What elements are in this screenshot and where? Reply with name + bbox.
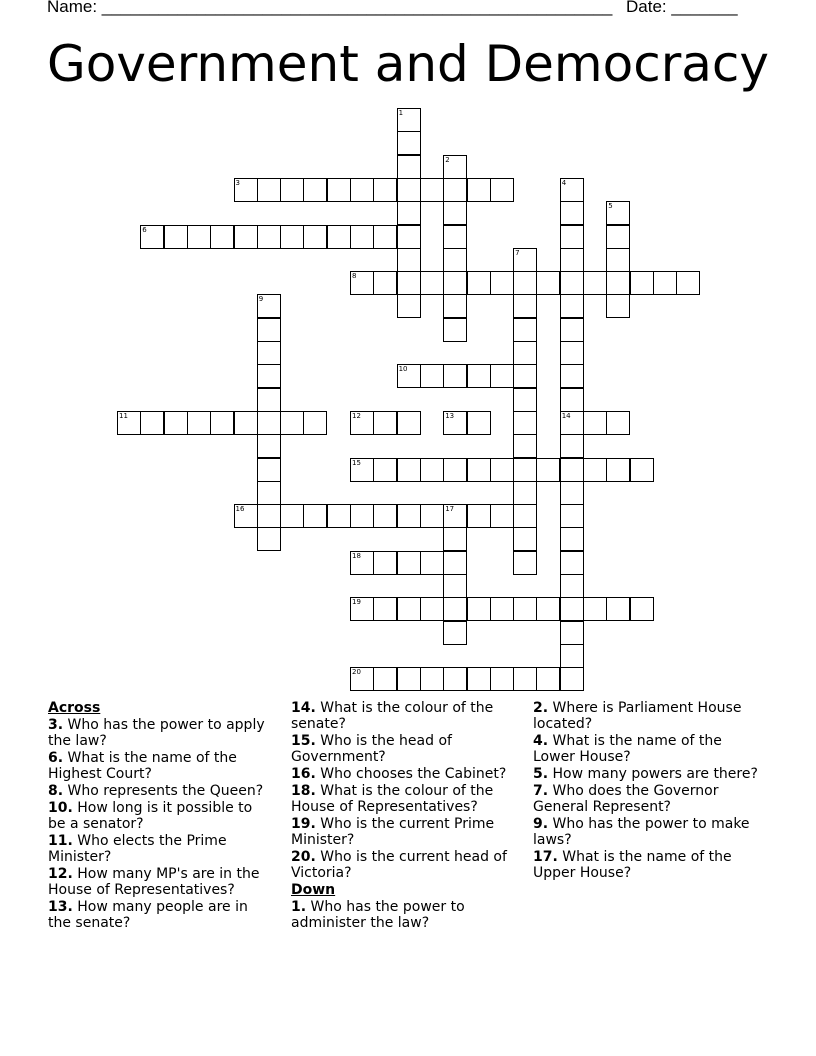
crossword-cell[interactable]	[443, 294, 467, 318]
clue-item	[48, 833, 273, 865]
clue-number: 4	[561, 178, 567, 187]
crossword-cell[interactable]	[257, 458, 281, 482]
crossword-cell[interactable]	[560, 318, 584, 342]
crossword-cell[interactable]	[373, 551, 397, 575]
clue-item-number: 5.	[533, 766, 549, 782]
clue-number: 13	[445, 411, 455, 420]
crossword-cell[interactable]	[164, 225, 188, 249]
clue-number: 12	[352, 411, 361, 420]
crossword-cell[interactable]	[560, 644, 584, 668]
crossword-cell[interactable]	[350, 551, 374, 575]
clue-item-number: 13.	[48, 899, 73, 915]
crossword-cell[interactable]	[467, 504, 491, 528]
crossword-cell[interactable]	[583, 597, 607, 621]
crossword-cell[interactable]	[397, 108, 421, 132]
clue-item	[291, 849, 516, 881]
crossword-cell[interactable]	[257, 178, 281, 202]
crossword-cell[interactable]	[513, 388, 537, 412]
clue-item-text: Who has the power to make laws?	[533, 816, 750, 848]
clue-item-text: What is the name of the Upper House?	[533, 849, 732, 881]
crossword-cell[interactable]	[257, 318, 281, 342]
clue-item	[291, 783, 516, 815]
crossword-cell[interactable]	[467, 458, 491, 482]
clue-number: 18	[352, 551, 361, 560]
crossword-cell[interactable]	[303, 178, 327, 202]
clue-item-number: 12.	[48, 866, 73, 882]
crossword-cell[interactable]	[397, 458, 421, 482]
clue-item-number: 9.	[533, 816, 549, 832]
crossword-cell[interactable]	[513, 271, 537, 295]
crossword-cell[interactable]	[606, 411, 630, 435]
clue-item-text: How many people are in the senate?	[48, 899, 248, 931]
crossword-cell[interactable]	[443, 597, 467, 621]
clue-number: 2	[445, 155, 450, 164]
crossword-cell[interactable]	[397, 597, 421, 621]
clue-item	[533, 766, 758, 782]
clues-column-2	[291, 700, 516, 932]
clue-item	[291, 899, 516, 931]
clue-item-number: 1.	[291, 899, 307, 915]
crossword-cell[interactable]	[373, 597, 397, 621]
crossword-cell[interactable]	[373, 178, 397, 202]
crossword-cell[interactable]	[583, 271, 607, 295]
clue-number: 20	[352, 668, 361, 677]
crossword-cell[interactable]	[280, 411, 304, 435]
crossword-cell[interactable]	[536, 271, 560, 295]
crossword-cell[interactable]	[373, 504, 397, 528]
clue-item-text: Who is the head of Government?	[291, 733, 452, 765]
clue-item-text: How long is it possible to be a senator?	[48, 800, 253, 832]
crossword-cell[interactable]	[513, 341, 537, 365]
crossword-cell[interactable]	[606, 225, 630, 249]
crossword-cell[interactable]	[234, 411, 258, 435]
crossword-cell[interactable]	[257, 364, 281, 388]
crossword-cell[interactable]	[560, 574, 584, 598]
clue-item-text: Who represents the Queen?	[67, 783, 264, 799]
clue-number: 11	[119, 411, 128, 420]
crossword-cell[interactable]	[397, 271, 421, 295]
crossword-cell[interactable]	[560, 225, 584, 249]
crossword-cell[interactable]	[420, 271, 444, 295]
clue-number: 5	[608, 202, 613, 211]
clue-item	[291, 816, 516, 848]
crossword-cell[interactable]	[420, 504, 444, 528]
crossword-cell[interactable]	[373, 458, 397, 482]
crossword-cell[interactable]	[234, 178, 258, 202]
crossword-cell[interactable]	[257, 225, 281, 249]
clue-item-text: Who does the Governor General Represent?	[533, 783, 719, 815]
crossword-cell[interactable]	[560, 341, 584, 365]
crossword-cell[interactable]	[373, 225, 397, 249]
crossword-cell[interactable]	[443, 504, 467, 528]
crossword-cell[interactable]	[350, 271, 374, 295]
crossword-cell[interactable]	[327, 225, 351, 249]
clue-item	[291, 700, 516, 732]
crossword-cell[interactable]	[513, 364, 537, 388]
crossword-cell[interactable]	[560, 271, 584, 295]
crossword-cell[interactable]	[327, 504, 351, 528]
clue-item	[533, 700, 758, 732]
crossword-cell[interactable]	[397, 294, 421, 318]
crossword-cell[interactable]	[560, 434, 584, 458]
clue-item-number: 8.	[48, 783, 64, 799]
clue-number: 16	[235, 505, 245, 514]
crossword-cell[interactable]	[397, 411, 421, 435]
clue-section-heading: Down	[291, 882, 336, 898]
crossword-cell[interactable]	[513, 294, 537, 318]
crossword-cell[interactable]	[443, 667, 467, 691]
crossword-cell[interactable]	[280, 178, 304, 202]
crossword-cell[interactable]	[397, 131, 421, 155]
crossword-cell[interactable]	[513, 458, 537, 482]
crossword-cell[interactable]	[653, 271, 677, 295]
crossword-cell[interactable]	[397, 504, 421, 528]
crossword-cell[interactable]	[467, 364, 491, 388]
crossword-cell[interactable]	[560, 621, 584, 645]
clue-item-number: 18.	[291, 783, 316, 799]
clue-number: 1	[398, 109, 404, 117]
clue-number: 15	[352, 458, 361, 467]
clue-item-text: How many powers are there?	[552, 766, 758, 782]
clue-item-text: Who chooses the Cabinet?	[320, 766, 507, 782]
crossword-cell[interactable]	[443, 178, 467, 202]
crossword-cell[interactable]	[140, 411, 164, 435]
clue-item-number: 20.	[291, 849, 316, 865]
crossword-cell[interactable]	[443, 155, 467, 179]
crossword-cell[interactable]	[397, 178, 421, 202]
clue-item-number: 3.	[48, 717, 64, 733]
crossword-cell[interactable]	[350, 458, 374, 482]
crossword-cell[interactable]	[467, 271, 491, 295]
clue-number: 19	[352, 598, 361, 607]
crossword-cell[interactable]	[420, 364, 444, 388]
crossword-cell[interactable]	[350, 597, 374, 621]
clue-item-text: What is the name of the Highest Court?	[48, 750, 237, 782]
crossword-cell[interactable]	[513, 434, 537, 458]
clue-item	[48, 899, 273, 931]
clue-item-number: 7.	[533, 783, 549, 799]
crossword-cell[interactable]	[420, 551, 444, 575]
crossword-cell[interactable]	[443, 225, 467, 249]
crossword-cell[interactable]	[560, 388, 584, 412]
name-field-label: Name: ______________________________________________________	[47, 0, 613, 16]
clue-item-text: Where is Parliament House located?	[533, 700, 742, 732]
crossword-cell[interactable]	[443, 318, 467, 342]
clue-item	[48, 750, 273, 782]
crossword-cell[interactable]	[257, 481, 281, 505]
crossword-cell[interactable]	[280, 504, 304, 528]
clue-number: 14	[561, 411, 571, 420]
crossword-cell[interactable]	[257, 504, 281, 528]
crossword-cell[interactable]	[560, 458, 584, 482]
clue-number: 10	[398, 365, 408, 374]
crossword-cell[interactable]	[257, 411, 281, 435]
crossword-cell[interactable]	[490, 597, 514, 621]
crossword-cell[interactable]	[606, 294, 630, 318]
clue-item	[533, 816, 758, 848]
crossword-cell[interactable]	[560, 178, 584, 202]
crossword-cell[interactable]	[234, 225, 258, 249]
crossword-cell[interactable]	[513, 318, 537, 342]
crossword-cell[interactable]	[606, 248, 630, 272]
crossword-cell[interactable]	[560, 504, 584, 528]
clue-item	[48, 866, 273, 898]
clues-column-3	[533, 700, 758, 882]
crossword-cell[interactable]	[443, 551, 467, 575]
crossword-cell[interactable]	[513, 527, 537, 551]
clue-item-number: 14.	[291, 700, 316, 716]
crossword-cell[interactable]	[164, 411, 188, 435]
clue-item-text: Who is the current Prime Minister?	[291, 816, 495, 848]
crossword-cell[interactable]	[187, 411, 211, 435]
crossword-cell[interactable]	[350, 504, 374, 528]
crossword-cell[interactable]	[280, 225, 304, 249]
crossword-cell[interactable]	[467, 178, 491, 202]
crossword-cell[interactable]	[350, 178, 374, 202]
crossword-cell[interactable]	[583, 411, 607, 435]
crossword-cell[interactable]	[350, 411, 374, 435]
crossword-cell[interactable]	[117, 411, 141, 435]
crossword-cell[interactable]	[257, 294, 281, 318]
clue-item-number: 16.	[291, 766, 316, 782]
crossword-cell[interactable]	[560, 364, 584, 388]
clue-item-text: What is the colour of the House of Representatives?	[291, 783, 494, 815]
crossword-cell[interactable]	[513, 597, 537, 621]
crossword-cell[interactable]	[513, 411, 537, 435]
crossword-cell[interactable]	[303, 504, 327, 528]
clue-item-text: Who has the power to apply the law?	[48, 717, 265, 749]
crossword-cell[interactable]	[397, 155, 421, 179]
crossword-cell[interactable]	[373, 411, 397, 435]
crossword-cell[interactable]	[560, 597, 584, 621]
crossword-cell[interactable]	[606, 597, 630, 621]
crossword-cell[interactable]	[443, 201, 467, 225]
crossword-cell[interactable]	[350, 667, 374, 691]
crossword-cell[interactable]	[560, 551, 584, 575]
crossword-cell[interactable]	[140, 225, 164, 249]
crossword-cell[interactable]	[350, 225, 374, 249]
crossword-cell[interactable]	[490, 504, 514, 528]
clue-item	[48, 717, 273, 749]
crossword-cell[interactable]	[420, 178, 444, 202]
crossword-cell[interactable]	[257, 388, 281, 412]
clue-item-number: 2.	[533, 700, 549, 716]
clue-item-number: 10.	[48, 800, 73, 816]
crossword-cell[interactable]	[560, 294, 584, 318]
crossword-cell[interactable]	[467, 667, 491, 691]
clue-item-number: 19.	[291, 816, 316, 832]
clue-number: 6	[142, 225, 147, 234]
clue-item	[291, 766, 516, 782]
clue-item-number: 4.	[533, 733, 549, 749]
crossword-cell[interactable]	[630, 271, 654, 295]
crossword-cell[interactable]	[490, 667, 514, 691]
crossword-cell[interactable]	[397, 225, 421, 249]
crossword-cell[interactable]	[397, 364, 421, 388]
clue-item-text: How many MP's are in the House of Representatives?	[48, 866, 260, 898]
crossword-cell[interactable]	[443, 364, 467, 388]
crossword-cell[interactable]	[467, 597, 491, 621]
crossword-cell[interactable]	[490, 458, 514, 482]
clue-number: 8	[352, 272, 357, 281]
crossword-cell[interactable]	[630, 597, 654, 621]
crossword-cell[interactable]	[234, 504, 258, 528]
crossword-cell[interactable]	[373, 667, 397, 691]
crossword-cell[interactable]	[513, 248, 537, 272]
clue-item-text: Who elects the Prime Minister?	[48, 833, 227, 865]
crossword-cell[interactable]	[490, 271, 514, 295]
crossword-cell[interactable]	[397, 551, 421, 575]
clue-number: 17	[445, 505, 455, 514]
clue-number: 7	[515, 248, 520, 257]
crossword-cell[interactable]	[443, 271, 467, 295]
clue-item-text: Who is the current head of Victoria?	[291, 849, 507, 881]
crossword-cell[interactable]	[443, 458, 467, 482]
crossword-cell[interactable]	[420, 597, 444, 621]
clue-item	[533, 783, 758, 815]
clue-section-heading: Across	[48, 700, 101, 716]
clue-item	[291, 733, 516, 765]
crossword-cell[interactable]	[606, 271, 630, 295]
crossword-cell[interactable]	[513, 667, 537, 691]
crossword-cell[interactable]	[210, 225, 234, 249]
date-field-label: Date: _______	[626, 0, 738, 16]
crossword-cell[interactable]	[420, 458, 444, 482]
clue-number: 3	[235, 178, 240, 187]
crossword-cell[interactable]	[397, 248, 421, 272]
crossword-cell[interactable]	[630, 458, 654, 482]
crossword-cell[interactable]	[513, 481, 537, 505]
crossword-cell[interactable]	[560, 527, 584, 551]
crossword-cell[interactable]	[443, 621, 467, 645]
crossword-cell[interactable]	[560, 481, 584, 505]
crossword-cell[interactable]	[490, 364, 514, 388]
page-title: Government and Democracy	[47, 35, 769, 93]
crossword-cell[interactable]	[187, 225, 211, 249]
clue-item-number: 17.	[533, 849, 558, 865]
crossword-cell[interactable]	[560, 667, 584, 691]
crossword-cell[interactable]	[560, 411, 584, 435]
clue-number: 9	[258, 295, 264, 304]
crossword-cell[interactable]	[676, 271, 700, 295]
crossword-cell[interactable]	[397, 667, 421, 691]
crossword-cell[interactable]	[560, 201, 584, 225]
crossword-cell[interactable]	[303, 225, 327, 249]
crossword-cell[interactable]	[397, 201, 421, 225]
crossword-cell[interactable]	[257, 434, 281, 458]
crossword-cell[interactable]	[443, 527, 467, 551]
crossword-cell[interactable]	[303, 411, 327, 435]
crossword-cell[interactable]	[467, 411, 491, 435]
clue-item	[48, 783, 273, 799]
crossword-cell[interactable]	[536, 458, 560, 482]
crossword-cell[interactable]	[327, 178, 351, 202]
crossword-cell[interactable]	[443, 574, 467, 598]
crossword-cell[interactable]	[443, 411, 467, 435]
clue-item	[533, 849, 758, 881]
crossword-cell[interactable]	[536, 667, 560, 691]
crossword-cell[interactable]	[606, 458, 630, 482]
crossword-cell[interactable]	[536, 597, 560, 621]
clue-item-text: What is the name of the Lower House?	[533, 733, 722, 765]
crossword-cell[interactable]	[490, 178, 514, 202]
crossword-cell[interactable]	[583, 458, 607, 482]
crossword-cell[interactable]	[606, 201, 630, 225]
clue-item	[48, 800, 273, 832]
crossword-cell[interactable]	[513, 551, 537, 575]
crossword-cell[interactable]	[257, 527, 281, 551]
clues-column-1	[48, 700, 273, 932]
clue-item-text: Who has the power to administer the law?	[291, 899, 465, 931]
crossword-cell[interactable]	[443, 248, 467, 272]
crossword-cell[interactable]	[257, 341, 281, 365]
crossword-cell[interactable]	[373, 271, 397, 295]
crossword-cell[interactable]	[560, 248, 584, 272]
crossword-cell[interactable]	[420, 667, 444, 691]
clue-item-text: What is the colour of the senate?	[291, 700, 494, 732]
clue-item-number: 15.	[291, 733, 316, 749]
clue-item-number: 11.	[48, 833, 73, 849]
crossword-cell[interactable]	[513, 504, 537, 528]
clue-item	[533, 733, 758, 765]
crossword-cell[interactable]	[210, 411, 234, 435]
clue-item-number: 6.	[48, 750, 64, 766]
